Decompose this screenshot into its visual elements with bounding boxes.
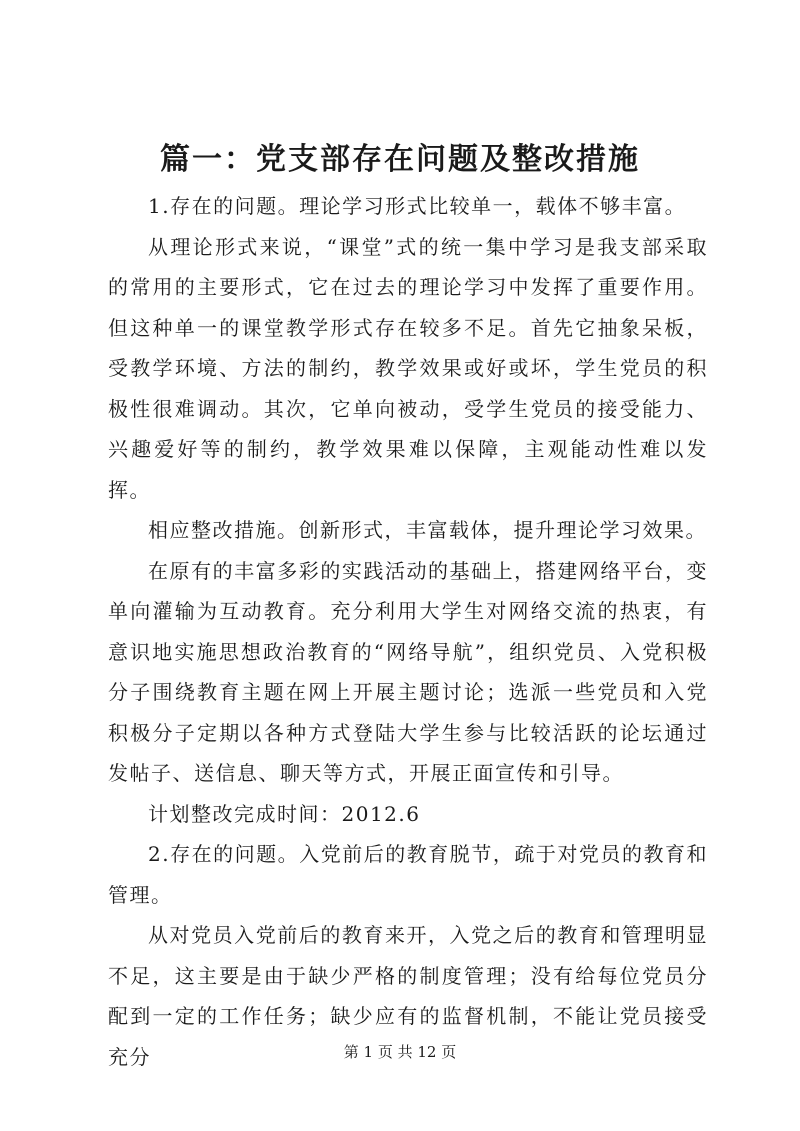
document-body — [108, 186, 708, 1077]
paragraph-issue-2: 2.存在的问题。入党前后的教育脱节，疏于对党员的教育和管理。 — [108, 842, 708, 907]
paragraph-issue-1-detail: 从理论形式来说，“课堂”式的统一集中学习是我支部采取的常用的主要形式，它在过去的理论学习中发挥了重要作用。但这种单一的课堂教学形式存在较多不足。首先它抽象呆板，受教学环境、方法的制约，教学效果或好或坏，学生党员的积极性很难调动。其次，它单向被动，受学生党员的接受能力、兴趣爱好等的制约，教学效果难以保障，主观能动性难以发挥。 — [108, 234, 708, 502]
paragraph-deadline-1: 计划整改完成时间：2012.6 — [148, 801, 421, 826]
paragraph-measure-1-detail: 在原有的丰富多彩的实践活动的基础上，搭建网络平台，变单向灌输为互动教育。充分利用大学生对网络交流的热衷，有意识地实施思想政治教育的“网络导航”，组织党员、入党积极分子围绕教育主题在网上开展主题讨论；选派一些党员和入党积极分子定期以各种方式登陆大学生参与比较活跃的论坛通过发帖子、送信息、聊天等方式，开展正面宣传和引导。 — [108, 558, 708, 785]
paragraph-measure-1: 相应整改措施。创新形式，丰富载体，提升理论学习效果。 — [148, 518, 707, 542]
paragraph-issue-2-detail: 从对党员入党前后的教育来开，入党之后的教育和管理明显不足，这主要是由于缺少严格的制度管理；没有给每位党员分配到一定的工作任务；缺少应有的监督机制，不能让党员接受充分 — [108, 923, 708, 1069]
page-number-footer: 第 1 页 共 12 页 — [343, 1043, 457, 1061]
document-title: 篇一：党支部存在问题及整改措施 — [160, 142, 640, 177]
paragraph-issue-1: 1.存在的问题。理论学习形式比较单一，载体不够丰富。 — [148, 194, 687, 218]
